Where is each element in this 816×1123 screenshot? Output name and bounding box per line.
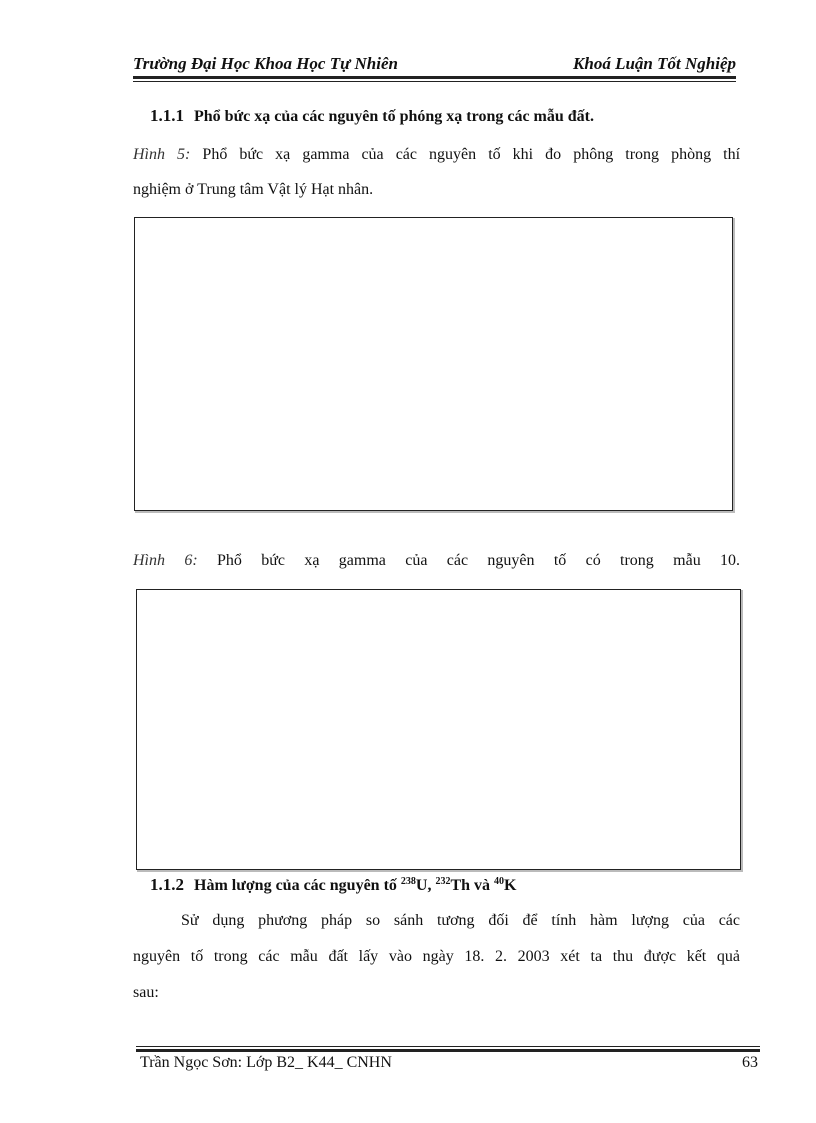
header-university: Trường Đại Học Khoa Học Tự Nhiên bbox=[133, 54, 398, 73]
figure-5-label: Hình 5: bbox=[133, 146, 191, 163]
section-heading-1-1-2 bbox=[150, 875, 517, 895]
k-mass-number: 40 bbox=[494, 876, 505, 887]
header-thesis-title: Khoá Luận Tốt Nghiệp bbox=[573, 54, 736, 73]
figure-5-caption-line-2: nghiệm ở Trung tâm Vật lý Hạt nhân. bbox=[133, 181, 374, 198]
footer-rule-thin bbox=[136, 1046, 760, 1047]
u-mass-number: 238 bbox=[400, 876, 416, 887]
section-heading-1-1-1 bbox=[150, 106, 594, 126]
figure-5-caption-line-1 bbox=[133, 146, 740, 164]
figure-6-caption-text: Phổ bức xạ gamma của các nguyên tố có trong mẫu 10. bbox=[217, 552, 741, 569]
body-line-2: nguyên tố trong các mẫu đất lấy vào ngày 18. 2. 2003 xét ta thu được kết quả bbox=[133, 948, 740, 965]
body-line-3: sau: bbox=[133, 984, 159, 1001]
k-symbol: K bbox=[504, 877, 517, 894]
figure-5-spectrum-image bbox=[134, 217, 733, 511]
header-rule-thick bbox=[133, 76, 736, 79]
th-symbol: Th và bbox=[450, 877, 495, 894]
figure-6-spectrum-image bbox=[136, 589, 741, 870]
figure-6-caption bbox=[133, 552, 740, 570]
body-line-1: Sử dụng phương pháp so sánh tương đối để tính hàm lượng của các bbox=[181, 912, 740, 929]
page-footer bbox=[136, 1046, 760, 1076]
section-title: Phổ bức xạ của các nguyên tố phóng xạ trong các mẫu đất. bbox=[194, 108, 594, 125]
section-number: 1.1.2 bbox=[150, 875, 184, 894]
footer-rule-thick bbox=[136, 1049, 760, 1052]
section-title-prefix: Hàm lượng của các nguyên tố bbox=[194, 877, 401, 894]
figure-6-label: Hình 6: bbox=[133, 552, 198, 569]
footer-author: Trần Ngọc Sơn: Lớp B2_ K44_ CNHN bbox=[140, 1054, 392, 1071]
page-number: 63 bbox=[742, 1054, 758, 1071]
th-mass-number: 232 bbox=[435, 876, 451, 887]
page-header bbox=[133, 50, 736, 80]
section-number: 1.1.1 bbox=[150, 106, 184, 125]
u-symbol: U, bbox=[415, 877, 436, 894]
figure-5-caption-text: Phổ bức xạ gamma của các nguyên tố khi đo phông trong phòng thí bbox=[202, 146, 741, 163]
header-rule-thin bbox=[133, 81, 736, 82]
